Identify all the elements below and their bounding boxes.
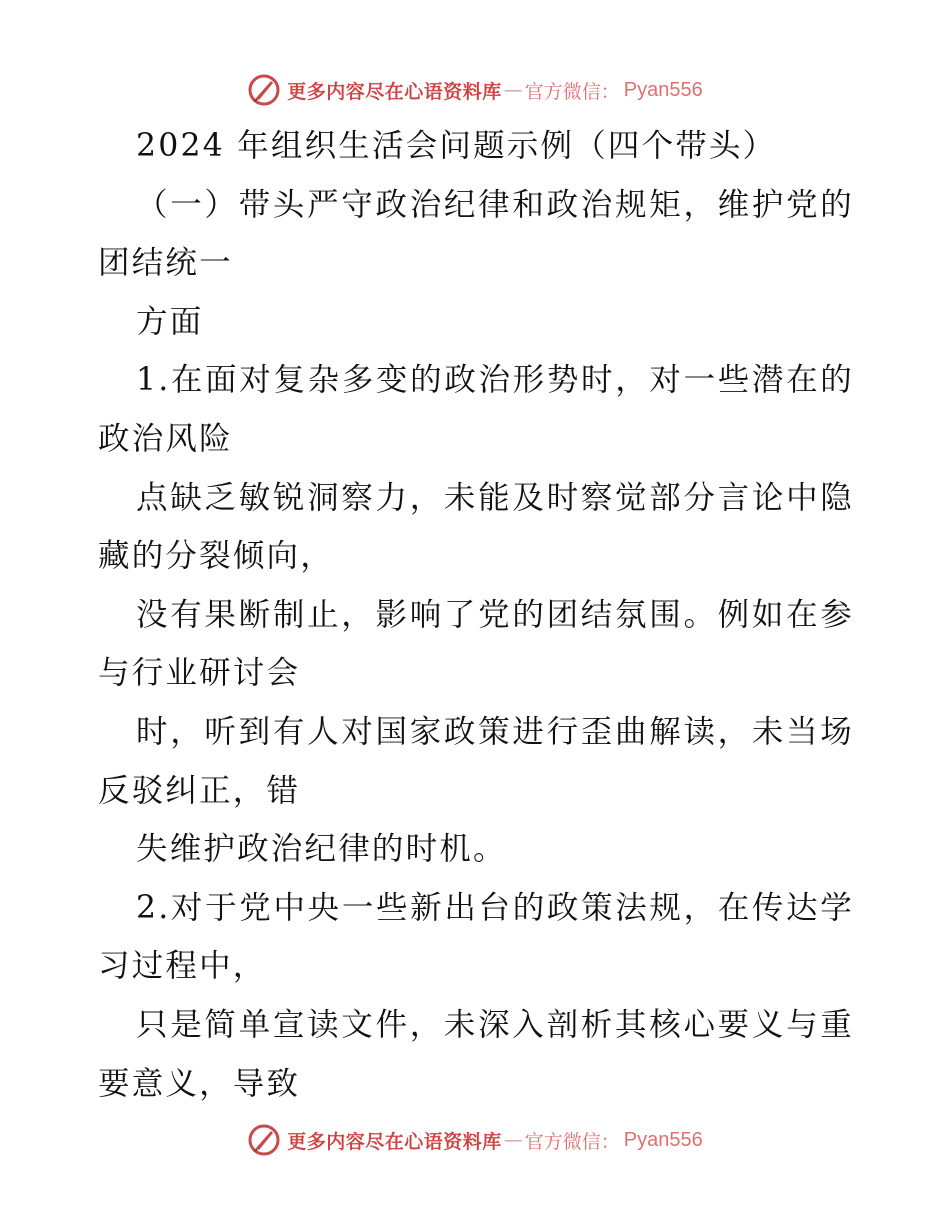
paragraph-5: 没有果断制止，影响了党的团结氛围。例如在参与行业研讨会 bbox=[98, 596, 854, 692]
paragraph-1: （一）带头严守政治纪律和政治规矩，维护党的团结统一 bbox=[98, 186, 854, 282]
paragraph-9: 只是简单宣读文件，未深入剖析其核心要义与重要意义，导致 bbox=[98, 1006, 854, 1102]
quill-circle-icon bbox=[247, 73, 281, 107]
footer-watermark-banner bbox=[0, 1120, 950, 1160]
paragraph-3: 1.在面对复杂多变的政治形势时，对一些潜在的政治风险 bbox=[98, 362, 854, 457]
wechat-id: Pyan556 bbox=[623, 1128, 703, 1151]
document-title: 2024 年组织生活会问题示例（四个带头） bbox=[136, 128, 777, 164]
quill-circle-icon bbox=[247, 1123, 281, 1157]
paragraph-7: 失维护政治纪律的时机。 bbox=[136, 831, 507, 868]
paragraph-4: 点缺乏敏锐洞察力，未能及时察觉部分言论中隐藏的分裂倾向， bbox=[98, 479, 854, 575]
banner-dash: — bbox=[503, 79, 523, 101]
wechat-label: 官方微信： bbox=[524, 80, 620, 103]
header-watermark-banner bbox=[0, 70, 950, 110]
paragraph-8: 2.对于党中央一些新出台的政策法规，在传达学习过程中， bbox=[98, 889, 854, 985]
brand-text: 更多内容尽在心语资料库 bbox=[287, 1130, 502, 1153]
paragraph-6: 时，听到有人对国家政策进行歪曲解读，未当场反驳纠正，错 bbox=[98, 713, 854, 809]
paragraph-2: 方面 bbox=[136, 303, 204, 340]
wechat-id: Pyan556 bbox=[623, 78, 703, 101]
wechat-label: 官方微信： bbox=[524, 1130, 620, 1153]
banner-dash: — bbox=[503, 1129, 523, 1151]
document-body bbox=[98, 117, 854, 1113]
brand-text: 更多内容尽在心语资料库 bbox=[287, 80, 502, 103]
